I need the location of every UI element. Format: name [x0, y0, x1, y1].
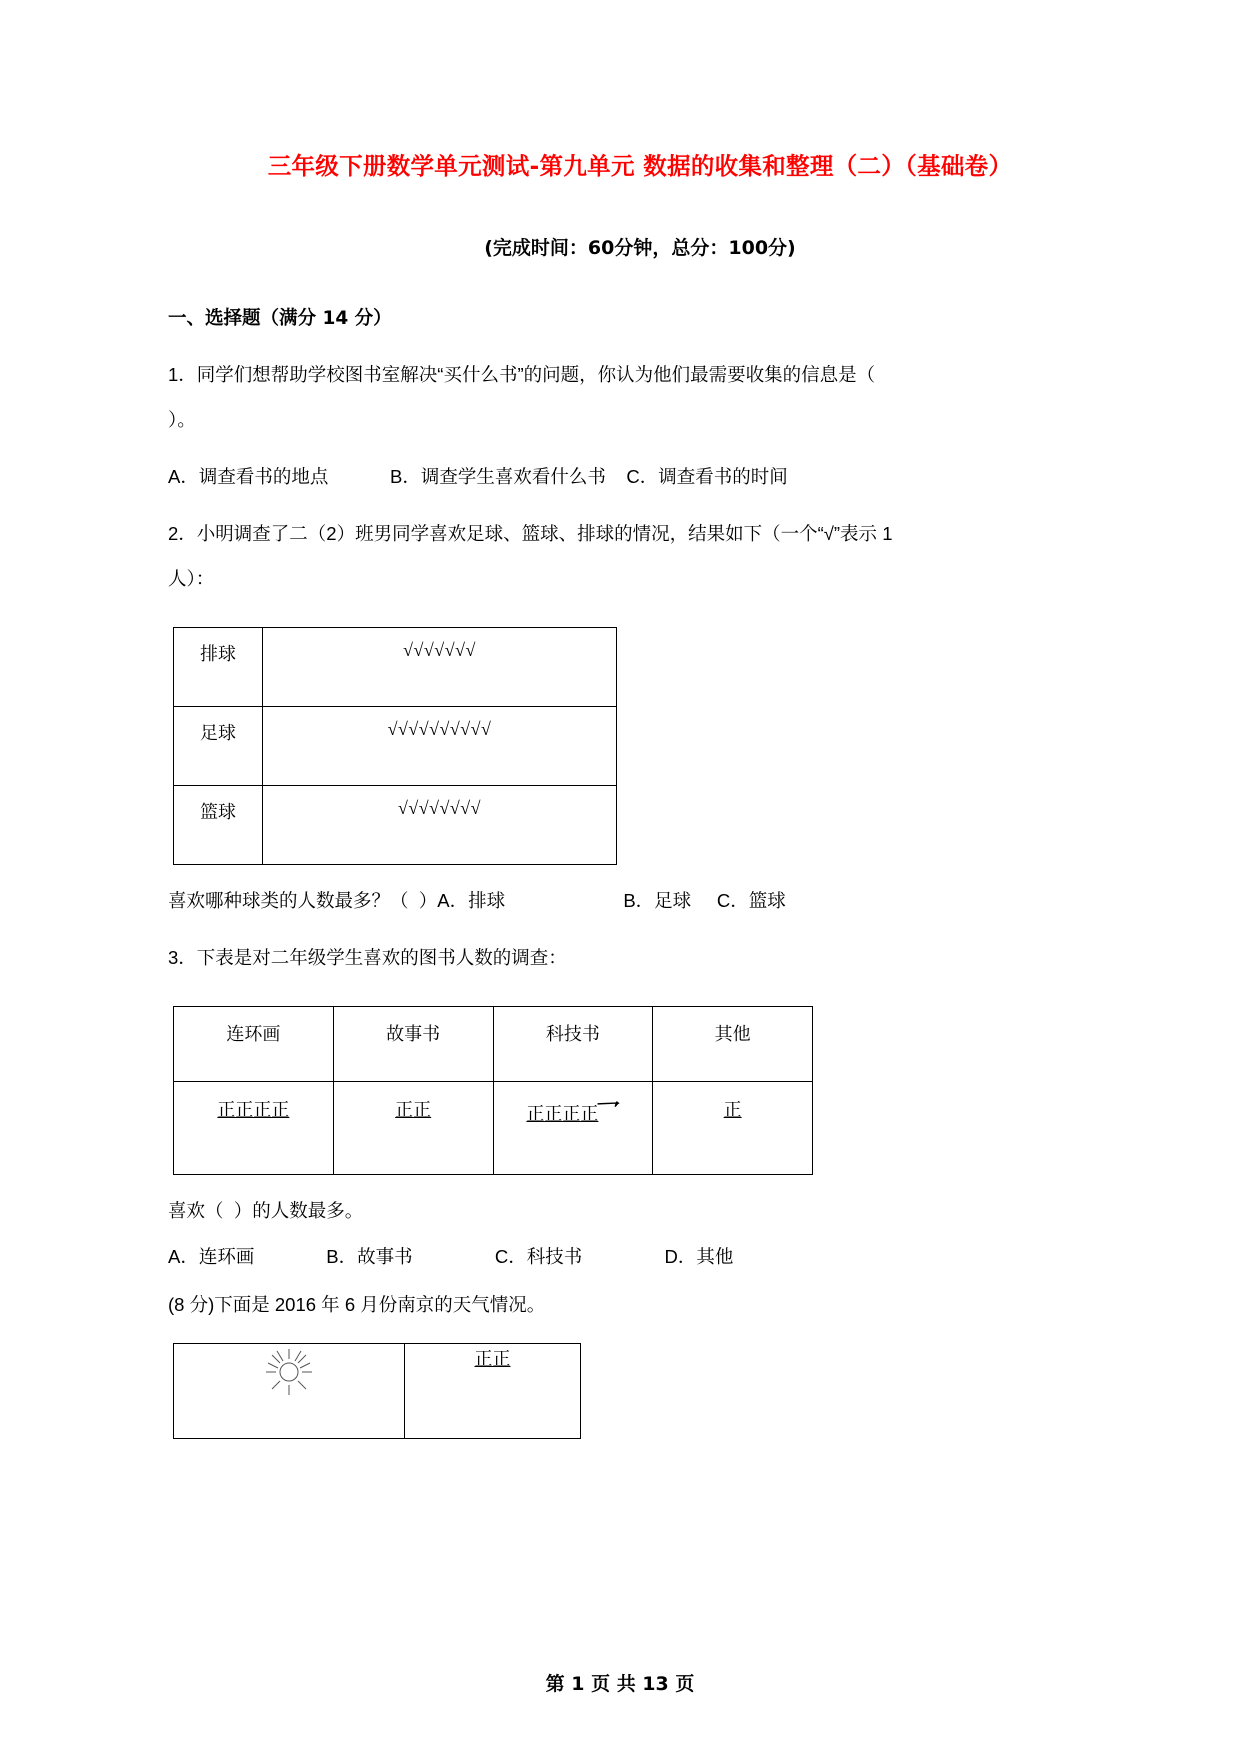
row-ticks-football: √√√√√√√√√√: [263, 707, 617, 786]
question-1: [168, 352, 1112, 443]
question-2: [168, 511, 1112, 602]
books-header-story: 故事书: [333, 1007, 493, 1082]
books-header-other: 其他: [653, 1007, 813, 1082]
ball-sports-tally-table: [173, 627, 617, 865]
question-4-text: (8 分)下面是 2016 年 6 月份南京的天气情况。: [168, 1294, 546, 1316]
tally-marks-science: 正正正正: [526, 1104, 599, 1125]
row-label-football: 足球: [174, 707, 263, 786]
row-ticks-basketball: √√√√√√√√: [263, 786, 617, 865]
question-2-text: 2．小明调查了二（2）班男同学喜欢足球、篮球、排球的情况，结果如下（一个“√”表示 1: [168, 522, 893, 544]
exam-subtitle: (完成时间：60分钟，总分：100分): [484, 236, 796, 259]
row-label-basketball: 篮球: [174, 786, 263, 865]
table-row: [174, 1344, 581, 1439]
table-row: [174, 707, 617, 786]
tally-marks-weather: 正正: [474, 1349, 511, 1370]
table-row: [174, 786, 617, 865]
section-heading-choice: 一、选择题（满分 14 分）: [168, 307, 392, 329]
weather-tally-cell: [405, 1344, 581, 1439]
tally-marks-comic: 正正正正: [217, 1100, 290, 1121]
handwritten-partial-tally-icon: 乛: [596, 1099, 622, 1125]
books-tally-other: [653, 1082, 813, 1175]
table-row: [174, 1082, 813, 1175]
row-ticks-volleyball: √√√√√√√: [263, 628, 617, 707]
sun-icon: [262, 1345, 316, 1404]
books-header-comic: 连环画: [174, 1007, 334, 1082]
books-tally-story: [333, 1082, 493, 1175]
question-3-prompt: 喜欢（ ）的人数最多。: [168, 1200, 364, 1222]
page-content: [168, 0, 1112, 1439]
weather-survey-table: [173, 1343, 581, 1439]
table-row: [174, 628, 617, 707]
page-title: 三年级下册数学单元测试-第九单元 数据的收集和整理（二）（基础卷）: [267, 152, 1013, 180]
books-survey-table: [173, 1006, 813, 1175]
question-2-prompt: 喜欢哪种球类的人数最多？（ ）A．排球 B．足球 C．篮球: [168, 890, 786, 912]
question-3: [168, 935, 1112, 980]
weather-icon-cell: [174, 1344, 405, 1439]
question-1-options: A．调查看书的地点 B．调查学生喜欢看什么书 C．调查看书的时间: [168, 465, 788, 487]
tally-marks-other: 正: [723, 1100, 742, 1121]
books-tally-science: [493, 1082, 653, 1175]
question-3-text: 3．下表是对二年级学生喜欢的图书人数的调查：: [168, 947, 567, 969]
question-1-text: 1．同学们想帮助学校图书室解决“买什么书”的问题，你认为他们最需要收集的信息是（: [168, 363, 876, 385]
row-label-volleyball: 排球: [174, 628, 263, 707]
question-1-text-cont: ）。: [168, 409, 196, 431]
tally-marks-story: 正正: [395, 1100, 432, 1121]
page-footer: 第 1 页 共 13 页: [545, 1673, 695, 1695]
books-header-science: 科技书: [493, 1007, 653, 1082]
question-2-text-cont: 人）：: [168, 567, 215, 589]
table-header-row: [174, 1007, 813, 1082]
books-tally-comic: [174, 1082, 334, 1175]
question-3-options: A．连环画 B．故事书 C．科技书 D．其他: [168, 1246, 734, 1268]
